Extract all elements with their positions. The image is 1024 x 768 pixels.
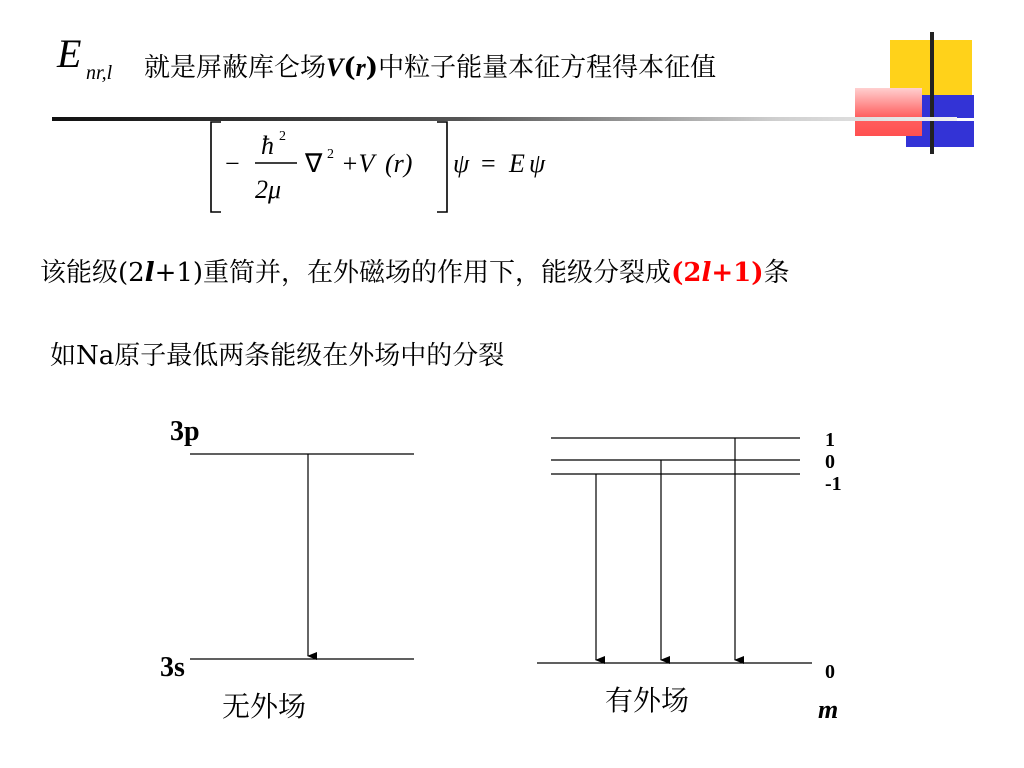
heading-text-after: 中粒子能量本征方程得本征值 xyxy=(378,53,717,83)
eq-denominator: 2μ xyxy=(255,175,282,204)
eq-psi2: ψ xyxy=(529,149,546,178)
eq-nabla: ∇ xyxy=(305,149,323,178)
eq-E: E xyxy=(509,149,525,178)
heading-paren-open: ( xyxy=(343,53,356,83)
eq-equals: = xyxy=(481,149,496,178)
heading-r: r xyxy=(355,53,366,82)
energy-subscript: nr,l xyxy=(86,62,113,84)
label-3s: 3s xyxy=(160,652,185,683)
line2-start: 该能级(2 xyxy=(40,258,145,288)
m-label-1: 1 xyxy=(825,429,835,451)
caption-no-field: 无外场 xyxy=(222,690,307,723)
eq-plus-V: +V xyxy=(341,149,375,178)
m-label-neg1: -1 xyxy=(825,473,842,495)
line2-red-count: (2l+1) xyxy=(671,258,764,288)
line2-end: 条 xyxy=(763,258,790,288)
m-axis-label: m xyxy=(818,695,839,724)
eq-hbar: ħ xyxy=(261,131,274,160)
line2-mid: +1)重简并，在外磁场的作用下，能级分裂成 xyxy=(154,258,672,288)
eq-psi: ψ xyxy=(453,149,470,178)
eq-nabla-sup: 2 xyxy=(327,147,334,162)
eq-r-arg: (r) xyxy=(385,149,413,178)
energy-symbol: E xyxy=(57,31,82,76)
eq-hbar-sup: 2 xyxy=(279,129,286,144)
m-label-0: 0 xyxy=(825,451,835,473)
heading-text-before: 就是屏蔽库仑场 xyxy=(144,53,327,83)
caption-with-field: 有外场 xyxy=(605,684,690,717)
heading-paren-close: ) xyxy=(365,53,379,83)
eq-minus: − xyxy=(225,149,240,178)
heading-V: V xyxy=(326,53,344,82)
label-3p: 3p xyxy=(170,416,200,447)
na-example-text: 如Na原子最低两条能级在外场中的分裂 xyxy=(50,341,505,371)
m-label-lower-0: 0 xyxy=(825,661,835,683)
line2-l: l xyxy=(144,258,155,288)
